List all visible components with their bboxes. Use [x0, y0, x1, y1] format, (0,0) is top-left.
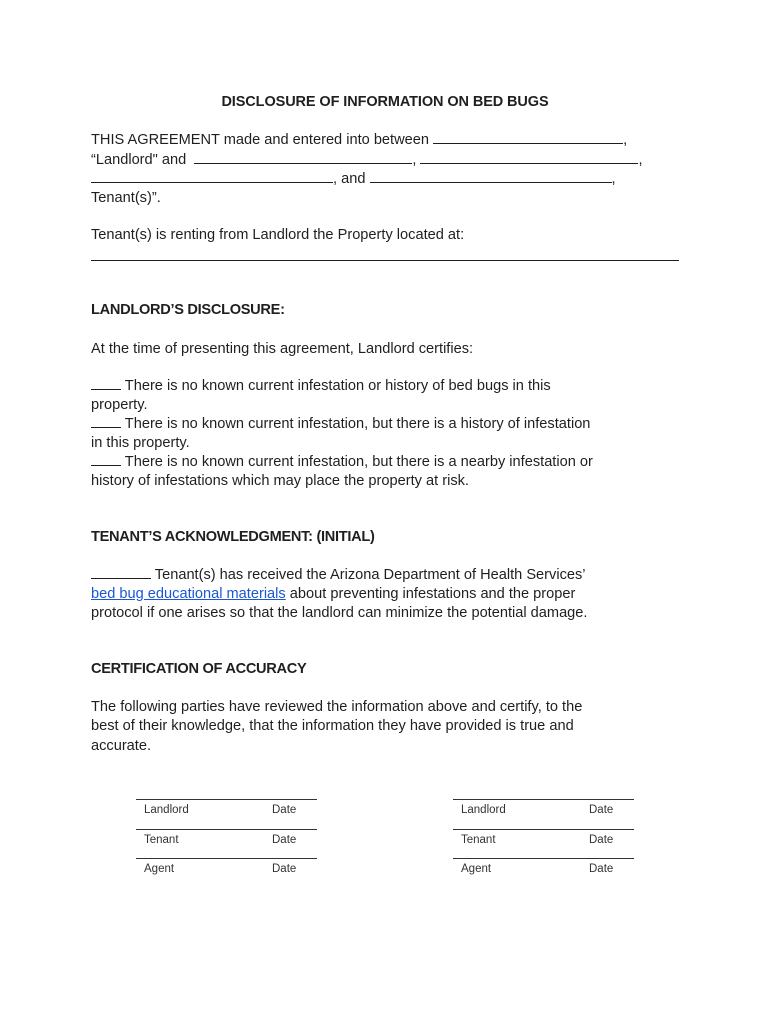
certification-line-2: best of their knowledge, that the information they have provided is true and: [91, 718, 574, 734]
signature-role-label: Tenant: [461, 833, 496, 846]
disclosure-option-1-cont: property.: [91, 397, 148, 413]
comma: ,: [412, 152, 417, 168]
property-address-blank[interactable]: [91, 260, 679, 261]
tenant-ack-line-2: [91, 585, 575, 604]
disclosure-option-2-cont: in this property.: [91, 435, 190, 451]
option-2-initial-blank[interactable]: [91, 415, 121, 428]
tenants-close: Tenant(s)”.: [91, 190, 161, 206]
renting-statement: Tenant(s) is renting from Landlord the Property located at:: [91, 227, 465, 243]
tenant-ack-text-2: about preventing infestations and the proper: [289, 586, 576, 602]
signature-role-label: Agent: [461, 863, 492, 875]
landlord-disclosure-heading: LANDLORD’S DISCLOSURE:: [91, 302, 285, 318]
option-1-initial-blank[interactable]: [91, 377, 121, 390]
tenant-name-blank-3[interactable]: [370, 170, 612, 183]
signature-block-right: [453, 799, 634, 888]
agreement-line-1: [91, 131, 627, 150]
signature-role-label: Landlord: [461, 804, 506, 816]
and-text: , and: [333, 171, 366, 187]
option-2-text: There is no known current infestation, but there is a history of infestation: [124, 416, 591, 432]
tenant-ack-line-1: [91, 566, 586, 585]
agreement-line-2: [91, 151, 643, 170]
landlord-label: “Landlord" and: [91, 152, 187, 168]
signature-line-landlord[interactable]: [453, 799, 634, 829]
disclosure-option-1: [91, 377, 551, 396]
document-title: DISCLOSURE OF INFORMATION ON BED BUGS: [221, 94, 549, 110]
signature-line-agent[interactable]: [453, 858, 634, 888]
agreement-intro-text: THIS AGREEMENT made and entered into between: [91, 132, 429, 148]
certification-line-1: The following parties have reviewed the information above and certify, to the: [91, 699, 583, 715]
signature-block-left: [136, 799, 317, 888]
signature-line-tenant[interactable]: [453, 829, 634, 859]
disclosure-option-2: [91, 415, 590, 434]
disclosure-option-3-cont: history of infestations which may place the property at risk.: [91, 473, 469, 489]
signature-date-label: Date: [272, 804, 297, 816]
signature-date-label: Date: [589, 833, 614, 846]
agreement-line-3: [91, 170, 616, 189]
option-1-text: There is no known current infestation or history of bed bugs in this: [124, 378, 551, 394]
signature-date-label: Date: [589, 804, 614, 816]
disclosure-option-3: [91, 453, 593, 472]
signature-line-tenant[interactable]: [136, 829, 317, 859]
signature-line-agent[interactable]: [136, 858, 317, 888]
comma: ,: [623, 132, 628, 148]
tenant-initial-blank[interactable]: [91, 566, 151, 579]
signature-line-landlord[interactable]: [136, 799, 317, 829]
tenant-ack-heading: TENANT’S ACKNOWLEDGMENT: (INITIAL): [91, 529, 375, 545]
tenant-ack-line-3: protocol if one arises so that the landlord can minimize the potential damage.: [91, 605, 588, 621]
signature-role-label: Landlord: [144, 804, 189, 816]
bed-bug-materials-link[interactable]: bed bug educational materials: [91, 586, 286, 602]
option-3-initial-blank[interactable]: [91, 453, 121, 466]
signature-date-label: Date: [589, 863, 614, 875]
tenant-ack-text: Tenant(s) has received the Arizona Department of Health Services’: [154, 567, 586, 583]
signature-role-label: Agent: [144, 863, 175, 875]
signature-role-label: Tenant: [144, 833, 179, 846]
signature-date-label: Date: [272, 833, 297, 846]
certification-line-3: accurate.: [91, 738, 152, 754]
comma: ,: [611, 171, 616, 187]
tenant-name-blank-2[interactable]: [91, 170, 333, 183]
certification-heading: CERTIFICATION OF ACCURACY: [91, 661, 307, 677]
signature-date-label: Date: [272, 863, 297, 875]
disclosure-intro: At the time of presenting this agreement, Landlord certifies:: [91, 341, 474, 357]
landlord-name-blank[interactable]: [194, 151, 412, 164]
option-3-text: There is no known current infestation, but there is a nearby infestation or: [124, 454, 593, 470]
comma: ,: [638, 152, 643, 168]
party-blank-1[interactable]: [433, 131, 623, 144]
tenant-name-blank-1[interactable]: [420, 151, 638, 164]
